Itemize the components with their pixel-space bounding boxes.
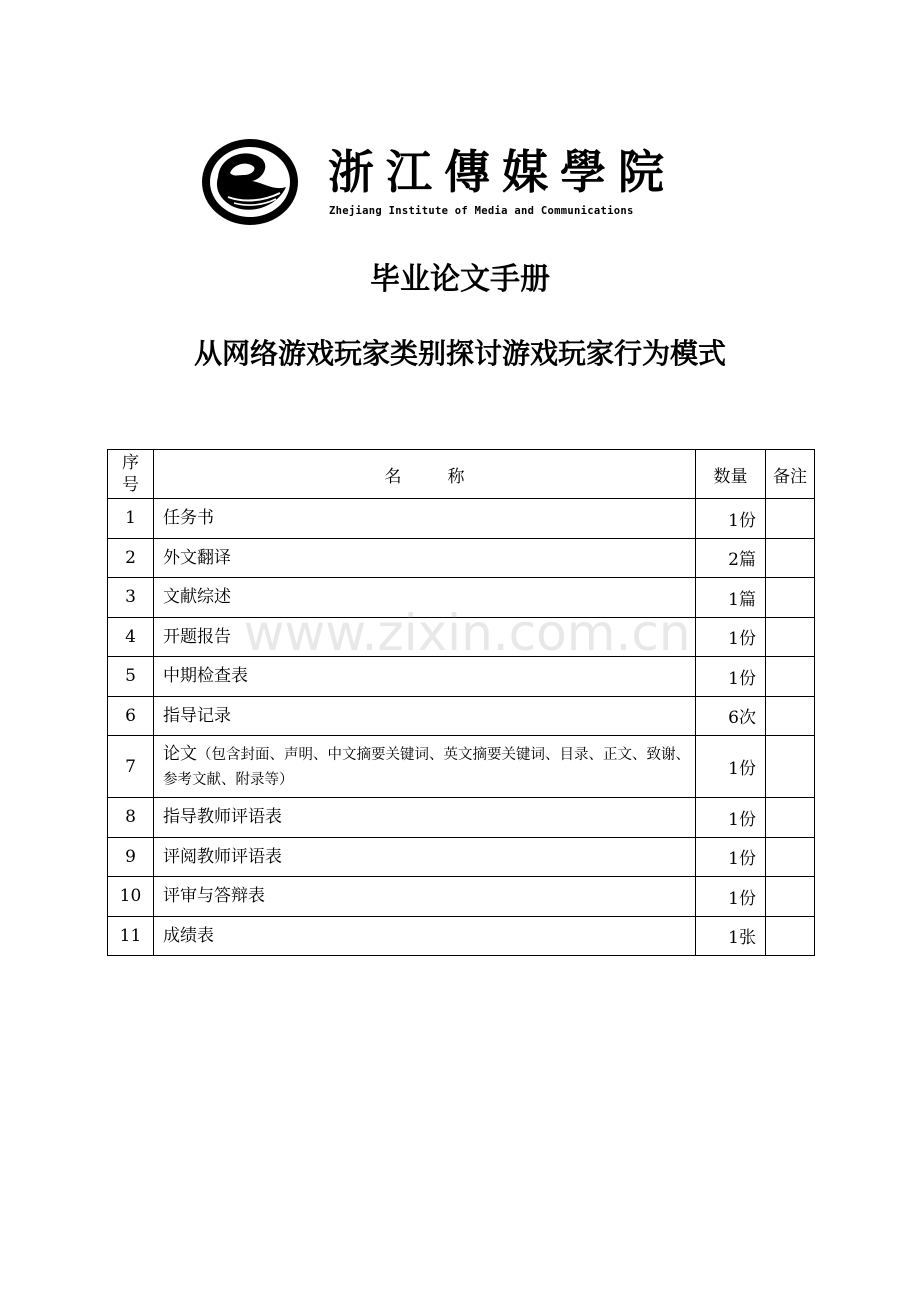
row-quantity: 1份 — [696, 617, 766, 657]
row-quantity: 2篇 — [696, 538, 766, 578]
row-name-label: 任务书 — [163, 508, 214, 529]
row-number: 6 — [108, 696, 154, 736]
row-name — [154, 538, 696, 578]
row-name-text — [163, 587, 231, 607]
row-quantity: 1份 — [696, 499, 766, 539]
row-name-label: 文献综述 — [163, 587, 231, 608]
row-note — [766, 617, 815, 657]
row-name-text — [163, 926, 214, 946]
materials-table — [107, 449, 815, 956]
row-note — [766, 837, 815, 877]
row-name-label: 论文 — [163, 743, 197, 764]
header-no — [108, 450, 154, 499]
row-number: 10 — [108, 877, 154, 917]
row-quantity: 1篇 — [696, 578, 766, 618]
row-name-text — [163, 548, 231, 568]
row-note — [766, 538, 815, 578]
row-quantity: 1份 — [696, 657, 766, 697]
row-name-text — [163, 847, 282, 867]
row-quantity: 1张 — [696, 916, 766, 956]
row-name-label: 中期检查表 — [163, 666, 248, 687]
row-name-text — [163, 706, 231, 726]
table-row — [108, 578, 815, 618]
row-name — [154, 696, 696, 736]
school-emblem-icon — [200, 137, 300, 227]
row-name — [154, 877, 696, 917]
row-number: 4 — [108, 617, 154, 657]
row-name-detail: （包含封面、声明、中文摘要关键词、英文摘要关键词、目录、正文、致谢、参考文献、附录等） — [163, 746, 690, 788]
row-quantity: 1份 — [696, 837, 766, 877]
header-name-label: 名称 — [384, 466, 511, 487]
table-row — [108, 538, 815, 578]
row-name — [154, 798, 696, 838]
row-number: 9 — [108, 837, 154, 877]
table-row — [108, 696, 815, 736]
row-quantity: 1份 — [696, 877, 766, 917]
table-row — [108, 617, 815, 657]
row-note — [766, 578, 815, 618]
table-header-row — [108, 450, 815, 499]
row-note — [766, 499, 815, 539]
row-number: 11 — [108, 916, 154, 956]
row-number: 7 — [108, 736, 154, 798]
row-name-text — [163, 807, 282, 827]
row-quantity: 1份 — [696, 736, 766, 798]
row-name-label: 评阅教师评语表 — [163, 846, 282, 867]
watermark: www.zixin.com.cn — [243, 604, 691, 662]
row-number: 5 — [108, 657, 154, 697]
row-name — [154, 736, 696, 798]
table-row — [108, 499, 815, 539]
row-name-text — [163, 508, 214, 528]
row-name — [154, 617, 696, 657]
row-name — [154, 837, 696, 877]
row-note — [766, 798, 815, 838]
row-number: 3 — [108, 578, 154, 618]
table-row — [108, 837, 815, 877]
row-name-text — [163, 666, 248, 686]
row-quantity: 6次 — [696, 696, 766, 736]
table-row — [108, 916, 815, 956]
header-note: 备注 — [766, 450, 815, 499]
thesis-title: 从网络游戏玩家类别探讨游戏玩家行为模式 — [193, 337, 726, 370]
header-no-top: 序 — [122, 453, 139, 473]
row-name — [154, 578, 696, 618]
table-row — [108, 657, 815, 697]
row-name-label: 指导教师评语表 — [163, 807, 282, 828]
header-name — [154, 450, 696, 499]
row-number: 2 — [108, 538, 154, 578]
row-quantity: 1份 — [696, 798, 766, 838]
row-note — [766, 877, 815, 917]
school-logo — [200, 135, 720, 230]
header-no-bottom: 号 — [122, 475, 139, 495]
row-number: 1 — [108, 499, 154, 539]
row-number: 8 — [108, 798, 154, 838]
row-name-text — [163, 627, 231, 647]
row-name-text — [163, 886, 265, 906]
row-name — [154, 499, 696, 539]
row-note — [766, 657, 815, 697]
row-note — [766, 916, 815, 956]
row-name-text — [163, 744, 690, 789]
document-title: 毕业论文手册 — [370, 262, 550, 297]
row-note — [766, 736, 815, 798]
table-row — [108, 877, 815, 917]
row-note — [766, 696, 815, 736]
header-qty: 数量 — [696, 450, 766, 499]
row-name-label: 成绩表 — [163, 925, 214, 946]
school-name-en: Zhejiang Institute of Media and Communications — [329, 205, 634, 217]
row-name-label: 外文翻译 — [163, 547, 231, 568]
row-name-label: 指导记录 — [163, 705, 231, 726]
row-name — [154, 916, 696, 956]
row-name-label: 评审与答辩表 — [163, 886, 265, 907]
table-row — [108, 736, 815, 798]
row-name — [154, 657, 696, 697]
row-name-label: 开题报告 — [163, 626, 231, 647]
school-name-cn: 浙江傳媒學院 — [328, 145, 676, 199]
table-row — [108, 798, 815, 838]
